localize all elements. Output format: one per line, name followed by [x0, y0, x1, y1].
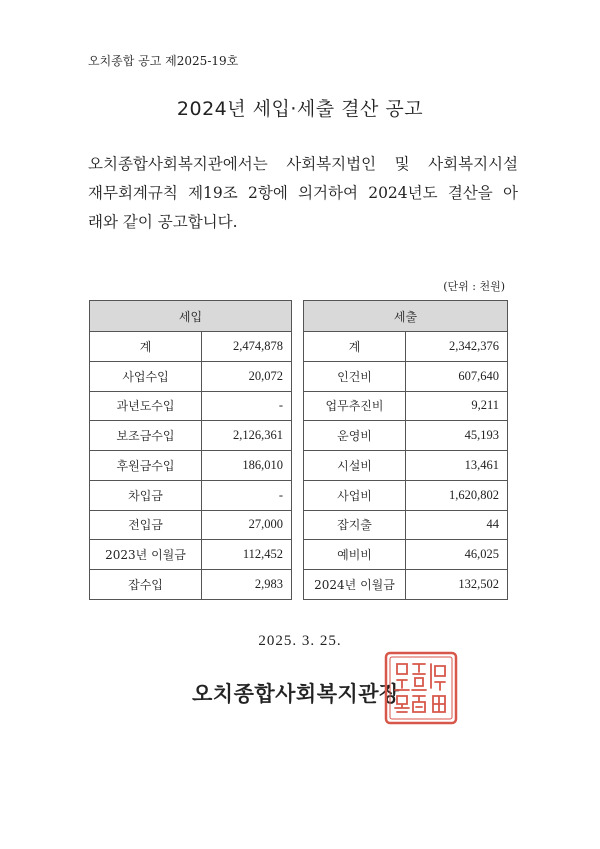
revenue-item-amount: -: [202, 480, 292, 510]
expense-item-amount: 13,461: [406, 451, 508, 481]
revenue-header: 세입: [90, 301, 292, 332]
table-row: [90, 332, 508, 362]
expense-item-label: 예비비: [304, 540, 406, 570]
expense-item-amount: 2,342,376: [406, 332, 508, 362]
expense-item-label: 계: [304, 332, 406, 362]
expense-item-amount: 607,640: [406, 361, 508, 391]
document-number: 오치종합 공고 제2025-19호: [88, 54, 239, 68]
revenue-item-amount: -: [202, 391, 292, 421]
revenue-item-label: 후원금수입: [90, 451, 202, 481]
expense-item-label: 잡지출: [304, 510, 406, 540]
unit-label: (단위 : 천원): [443, 280, 505, 293]
revenue-item-amount: 2,983: [202, 570, 292, 600]
expense-item-label: 2024년 이월금: [304, 570, 406, 600]
settlement-table: [89, 300, 507, 600]
revenue-item-label: 전입금: [90, 510, 202, 540]
expense-item-label: 운영비: [304, 421, 406, 451]
expense-item-amount: 46,025: [406, 540, 508, 570]
revenue-item-label: 보조금수입: [90, 421, 202, 451]
revenue-item-label: 과년도수입: [90, 391, 202, 421]
revenue-item-label: 2023년 이월금: [90, 540, 202, 570]
page-title: 2024년 세입·세출 결산 공고: [176, 98, 424, 120]
expense-item-amount: 132,502: [406, 570, 508, 600]
revenue-item-amount: 2,126,361: [202, 421, 292, 451]
expense-item-amount: 1,620,802: [406, 480, 508, 510]
revenue-item-label: 차입금: [90, 480, 202, 510]
signer-title: 오치종합사회복지관장: [192, 682, 400, 706]
table-row: [90, 510, 508, 540]
revenue-item-label: 계: [90, 332, 202, 362]
table-row: [90, 480, 508, 510]
expense-header: 세출: [304, 301, 508, 332]
expense-item-label: 인건비: [304, 361, 406, 391]
revenue-item-amount: 112,452: [202, 540, 292, 570]
revenue-item-label: 사업수입: [90, 361, 202, 391]
revenue-item-amount: 2,474,878: [202, 332, 292, 362]
expense-item-label: 업무추진비: [304, 391, 406, 421]
expense-item-label: 사업비: [304, 480, 406, 510]
expense-item-amount: 45,193: [406, 421, 508, 451]
revenue-item-label: 잡수입: [90, 570, 202, 600]
expense-item-amount: 44: [406, 510, 508, 540]
revenue-item-amount: 20,072: [202, 361, 292, 391]
table-row: [90, 421, 508, 451]
announcement-body: [88, 150, 518, 237]
table-row: [90, 451, 508, 481]
table-row: [90, 391, 508, 421]
expense-item-amount: 9,211: [406, 391, 508, 421]
table-row: [90, 570, 508, 600]
expense-item-label: 시설비: [304, 451, 406, 481]
body-line: 래와 같이 공고합니다.: [88, 213, 238, 231]
revenue-item-amount: 186,010: [202, 451, 292, 481]
body-line: 오치종합사회복지관에서는 사회복지법인 및 사회복지시설: [88, 155, 518, 173]
table-row: [90, 361, 508, 391]
body-line: 재무회계규칙 제19조 2항에 의거하여 2024년도 결산을 아: [88, 184, 518, 202]
official-seal-icon: [383, 650, 459, 726]
table-row: [90, 540, 508, 570]
revenue-item-amount: 27,000: [202, 510, 292, 540]
announcement-date: 2025. 3. 25.: [258, 633, 342, 649]
